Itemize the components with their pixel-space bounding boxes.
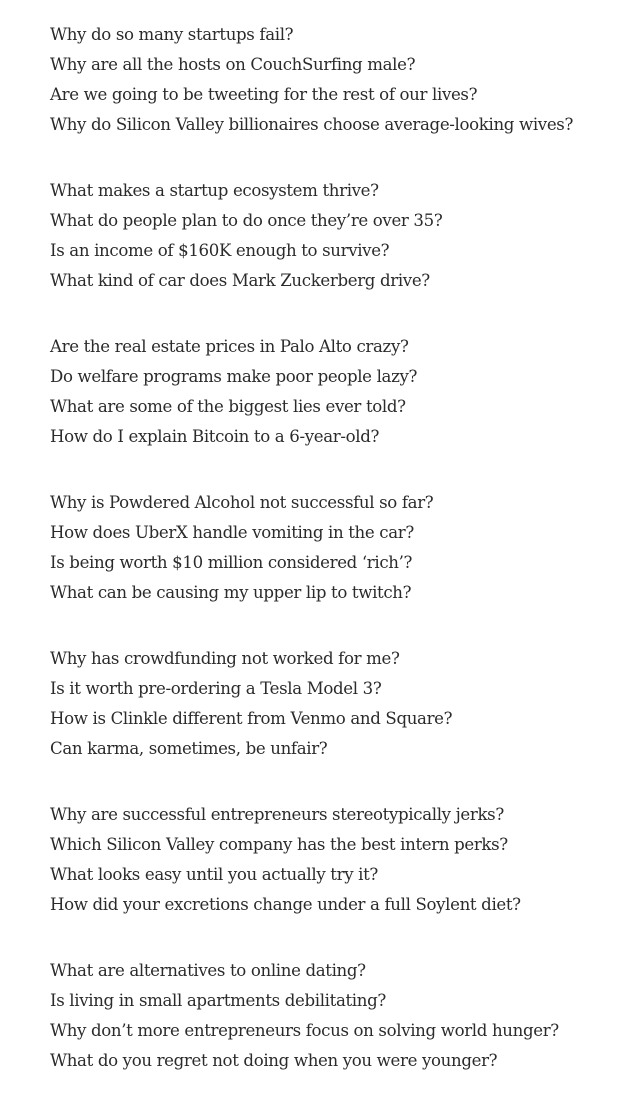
stanza: [50, 20, 630, 140]
question-line: Why are successful entrepreneurs stereotypically jerks?: [50, 805, 504, 824]
question-line: Why is Powdered Alcohol not successful so far?: [50, 493, 434, 512]
stanza: [50, 176, 630, 296]
stanza: [50, 332, 630, 452]
question-line: What looks easy until you actually try it?: [50, 865, 378, 884]
question-line: Why has crowdfunding not worked for me?: [50, 649, 400, 668]
question-line: Is it worth pre-ordering a Tesla Model 3?: [50, 679, 382, 698]
question-line: What kind of car does Mark Zuckerberg drive?: [50, 271, 430, 290]
question-line: What are some of the biggest lies ever told?: [50, 397, 406, 416]
question-line: What are alternatives to online dating?: [50, 961, 366, 980]
question-line: How do I explain Bitcoin to a 6-year-old?: [50, 427, 380, 446]
stanza: [50, 800, 630, 920]
question-line: Why do Silicon Valley billionaires choose average-looking wives?: [50, 115, 574, 134]
question-line: What can be causing my upper lip to twitch?: [50, 583, 412, 602]
question-line: How is Clinkle different from Venmo and Square?: [50, 709, 453, 728]
question-line: Is living in small apartments debilitating?: [50, 991, 386, 1010]
question-line: Why don’t more entrepreneurs focus on solving world hunger?: [50, 1021, 559, 1040]
question-line: How did your excretions change under a full Soylent diet?: [50, 895, 521, 914]
question-line: Is an income of $160K enough to survive?: [50, 241, 390, 260]
question-line: Can karma, sometimes, be unfair?: [50, 739, 328, 758]
question-line: Are the real estate prices in Palo Alto crazy?: [50, 337, 409, 356]
question-line: Why are all the hosts on CouchSurfing male?: [50, 55, 416, 74]
question-line: What makes a startup ecosystem thrive?: [50, 181, 379, 200]
question-line: Do welfare programs make poor people lazy?: [50, 367, 418, 386]
question-line: Is being worth $10 million considered ‘rich’?: [50, 553, 413, 572]
poem: [50, 20, 630, 1112]
stanza: [50, 644, 630, 764]
question-line: Which Silicon Valley company has the best intern perks?: [50, 835, 508, 854]
stanza: [50, 488, 630, 608]
question-line: Why do so many startups fail?: [50, 25, 294, 44]
question-line: What do you regret not doing when you were younger?: [50, 1051, 498, 1070]
question-line: What do people plan to do once they’re over 35?: [50, 211, 443, 230]
question-line: Are we going to be tweeting for the rest of our lives?: [50, 85, 478, 104]
stanza: [50, 956, 630, 1076]
question-line: How does UberX handle vomiting in the car?: [50, 523, 414, 542]
